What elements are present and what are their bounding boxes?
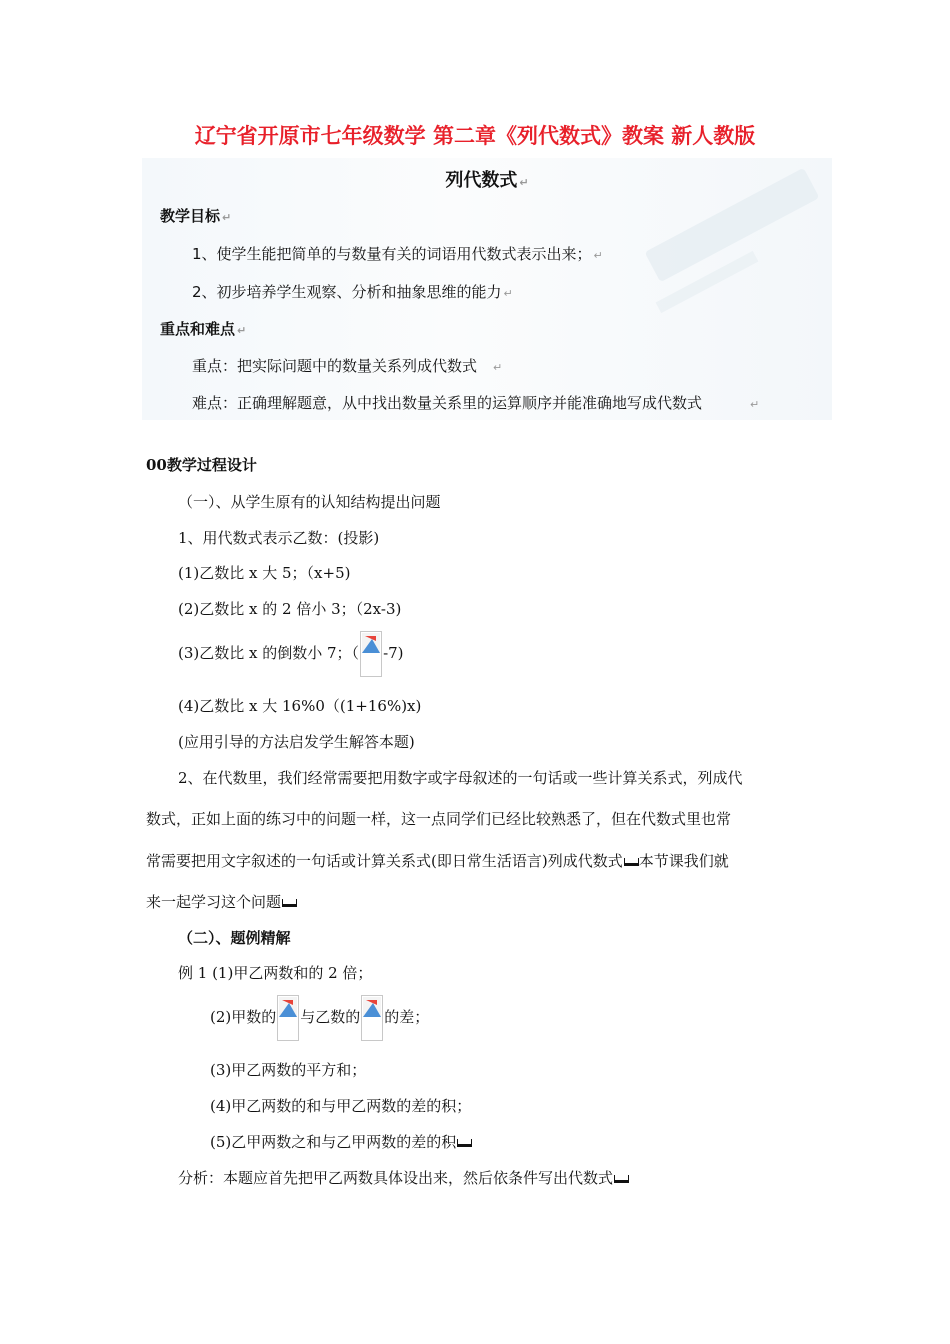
formula-image-icon	[277, 995, 299, 1041]
example-heading: 例 1 (1)甲乙两数和的 2 倍；	[178, 964, 373, 982]
paragraph-line: 数式，正如上面的练习中的问题一样，这一点同学们已经比较熟悉了，但在代数式里也常	[146, 810, 732, 828]
difficult-point: 难点：正确理解题意，从中找出数量关系里的运算顺序并能准确地写成代数式 ↵	[192, 394, 760, 412]
goal-item: 1、使学生能把简单的与数量有关的词语用代数式表示出来； ↵	[192, 245, 603, 263]
goals-heading: 教学目标 ↵	[160, 207, 232, 225]
analysis: 分析：本题应首先把甲乙两数具体设出来，然后依条件写出代数式	[178, 1167, 629, 1188]
lesson-subtitle: 列代数式 ↵	[445, 170, 529, 191]
paragraph-line: 常需要把用文字叙述的一句话或计算关系式(即日常生活语言)列成代数式 本节课我们就	[146, 852, 729, 870]
document-title: 辽宁省开原市七年级数学 第二章《列代数式》教案 新人教版	[194, 124, 756, 148]
example-item: (3)甲乙两数的平方和；	[210, 1061, 367, 1079]
list-item: (1)乙数比 x 大 5；（x+5)	[178, 564, 351, 582]
summary-box	[142, 158, 832, 420]
note: (应用引导的方法启发学生解答本题)	[178, 733, 415, 751]
list-item: (4)乙数比 x 大 16%0（(1+16%)x)	[178, 697, 422, 715]
example-item: (4)甲乙两数的和与甲乙两数的差的积；	[210, 1097, 472, 1115]
list-item: (2)乙数比 x 的 2 倍小 3；（2x-3)	[178, 600, 402, 618]
section-heading: （一）、从学生原有的认知结构提出问题	[178, 493, 441, 511]
section-heading: （二）、题例精解	[178, 929, 291, 947]
formula-image-icon	[360, 631, 382, 677]
break-mark-icon	[624, 858, 639, 866]
process-heading: 00教学过程设计	[146, 456, 257, 474]
paragraph-line: 2、在代数里，我们经常需要把用数字或字母叙述的一句话或一些计算关系式，列成代	[178, 769, 743, 787]
paragraph-line: 来一起学习这个问题	[146, 891, 297, 912]
key-point: 重点：把实际问题中的数量关系列成代数式 ↵	[192, 357, 503, 375]
key-heading: 重点和难点 ↵	[160, 320, 247, 338]
break-mark-icon	[457, 1139, 472, 1147]
list-item: (3)乙数比 x 的倒数小 7；（ -7)	[178, 630, 404, 677]
example-item: (5)乙甲两数之和与乙甲两数的差的积	[210, 1131, 472, 1152]
break-mark-icon	[614, 1175, 629, 1183]
break-mark-icon	[282, 899, 297, 907]
question-1: 1、用代数式表示乙数：(投影)	[178, 529, 380, 547]
example-item: (2)甲数的 与乙数的 的差；	[210, 994, 429, 1041]
formula-image-icon	[361, 995, 383, 1041]
goal-item: 2、初步培养学生观察、分析和抽象思维的能力 ↵	[192, 283, 513, 301]
